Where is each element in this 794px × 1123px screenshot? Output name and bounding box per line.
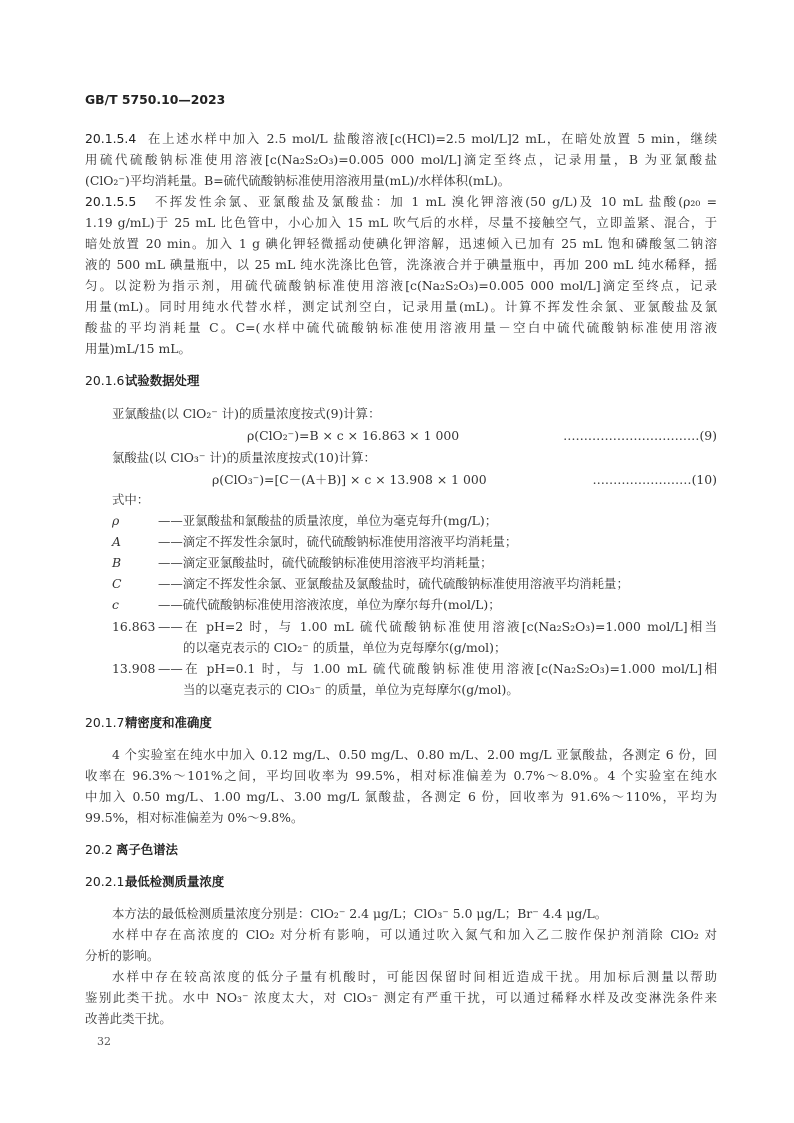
paragraph-line: 酸盐的平均消耗量 C。C=(水样中硫代硫酸钠标准使用溶液用量－空白中硫代硫酸钠标准使用溶液: [85, 320, 717, 335]
symbol-definition: ——硫代硫酸钠标准使用溶液浓度，单位为摩尔每升(mol/L)；: [158, 597, 501, 612]
section-number: 20.1.6: [85, 373, 125, 388]
paragraph-line: 暗处放置 20 min。加入 1 g 碘化钾轻微摇动使碘化钾溶解，迅速倾入已加有 25 mL 饱和磷酸氢二钠溶: [85, 236, 717, 251]
paragraph-line: (ClO₂⁻)平均消耗量。B=硫代硫酸钠标准使用溶液用量(mL)/水样体积(mL)。: [85, 173, 511, 188]
equation-number-9: ……………………………(9): [563, 428, 717, 443]
paragraph-line: 用量(mL)。同时用纯水代替水样，测定试剂空白，记录用量(mL)。计算不挥发性余氯、亚氯酸盐及氯: [85, 299, 717, 314]
formula-9: ρ(ClO₂⁻)=B × c × 16.863 × 1 000: [247, 428, 460, 443]
symbol-definition: ——滴定不挥发性余氯、亚氯酸盐及氯酸盐时，硫代硫酸钠标准使用溶液平均消耗量；: [158, 576, 629, 591]
section-number: 20.1.5.4: [85, 131, 137, 146]
paragraph-line: 分析的影响。: [85, 948, 160, 963]
paragraph-line: 中加入 0.50 mg/L、1.00 mg/L、3.00 mg/L 氯酸盐，各测定 6 份，回收率为 91.6%～110%，平均为: [85, 789, 717, 804]
symbol-definition-cont: 的以毫克表示的 ClO₂⁻ 的质量，单位为克每摩尔(g/mol)；: [183, 640, 507, 655]
section-number: 20.1.5.5: [85, 194, 137, 209]
where-label: 式中：: [112, 492, 150, 507]
section-title: 精密度和准确度: [125, 715, 212, 730]
symbol-definition: ——滴定亚氯酸盐时，硫代硫酸钠标准使用溶液平均消耗量；: [158, 555, 493, 570]
paragraph-line: 匀。以淀粉为指示剂，用硫代硫酸钠标准使用溶液[c(Na₂S₂O₃)=0.005 000 mol/L]滴定至终点，记录: [85, 278, 717, 293]
paragraph-line: 用硫代硫酸钠标准使用溶液[c(Na₂S₂O₃)=0.005 000 mol/L]滴定至终点，记录用量，B 为亚氯酸盐: [85, 152, 717, 167]
paragraph-line: 液的 500 mL 碘量瓶中，以 25 mL 纯水洗涤比色管，洗涤液合并于碘量瓶中，再加 200 mL 纯水稀释，摇: [85, 257, 717, 272]
symbol: C: [112, 576, 122, 591]
section-number: 20.2.1: [85, 874, 125, 889]
section-number: 20.1.7: [85, 715, 125, 730]
symbol-definition: ——在 pH=0.1 时，与 1.00 mL 硫代硫酸钠标准使用溶液[c(Na₂S₂O₃)=1.000 mol/L]相: [158, 661, 717, 676]
section-title: 试验数据处理: [125, 373, 200, 388]
symbol: B: [112, 555, 122, 570]
paragraph-line: 99.5%，相对标准偏差为 0%～9.8%。: [85, 810, 304, 825]
paragraph-line: 收率在 96.3%～101%之间，平均回收率为 99.5%，相对标准偏差为 0.7%～8.0%。4 个实验室在纯水: [85, 768, 717, 783]
section-number: 20.2: [85, 842, 113, 857]
formula-10: ρ(ClO₃⁻)=[C－(A＋B)] × c × 13.908 × 1 000: [212, 472, 487, 487]
paragraph-line: 本方法的最低检测质量浓度分别是：ClO₂⁻ 2.4 μg/L；ClO₃⁻ 5.0 μg/L；Br⁻ 4.4 μg/L。: [112, 906, 608, 921]
symbol: ρ: [112, 513, 120, 528]
symbol-definition: ——亚氯酸盐和氯酸盐的质量浓度，单位为毫克每升(mg/L)；: [158, 513, 498, 528]
paragraph-line: 4 个实验室在纯水中加入 0.12 mg/L、0.50 mg/L、0.80 m/L、2.00 mg/L 亚氯酸盐，各测定 6 份，回: [112, 747, 717, 762]
paragraph-line: 在上述水样中加入 2.5 mol/L 盐酸溶液[c(HCl)=2.5 mol/L]2 mL，在暗处放置 5 min，继续: [148, 131, 717, 146]
paragraph-line: 水样中存在较高浓度的低分子量有机酸时，可能因保留时间相近造成干扰。用加标后测量以帮助: [112, 969, 717, 984]
paragraph-line: 改善此类干扰。: [85, 1011, 172, 1026]
symbol-definition: ——滴定不挥发性余氯时，硫代硫酸钠标准使用溶液平均消耗量；: [158, 534, 518, 549]
equation-number-10: ……………………(10): [592, 472, 717, 487]
paragraph-line: 不挥发性余氯、亚氯酸盐及氯酸盐：加 1 mL 溴化钾溶液(50 g/L)及 10 mL 盐酸(ρ₂₀ =: [155, 194, 717, 209]
section-title: 最低检测质量浓度: [125, 874, 225, 889]
symbol: 16.863: [112, 619, 156, 634]
symbol: c: [112, 597, 119, 612]
paragraph-line: 1.19 g/mL)于 25 mL 比色管中，小心加入 15 mL 吹气后的水样，尽量不接触空气，立即盖紧、混合，于: [85, 215, 717, 230]
document-header: GB/T 5750.10—2023: [85, 92, 226, 107]
page-number: 32: [97, 1035, 111, 1048]
symbol-definition-cont: 当的以毫克表示的 ClO₃⁻ 的质量，单位为克每摩尔(g/mol)。: [183, 682, 519, 697]
symbol: 13.908: [112, 661, 156, 676]
paragraph-line: 水样中存在高浓度的 ClO₂ 对分析有影响，可以通过吹入氮气和加入乙二胺作保护剂消除 ClO₂ 对: [112, 927, 717, 942]
section-title: 离子色谱法: [116, 842, 178, 857]
formula-intro: 氯酸盐(以 ClO₃⁻ 计)的质量浓度按式(10)计算：: [112, 450, 376, 465]
paragraph-line: 用量)mL/15 mL。: [85, 341, 191, 356]
paragraph-line: 鉴别此类干扰。水中 NO₃⁻ 浓度太大，对 ClO₃⁻ 测定有严重干扰，可以通过稀释水样及改变淋洗条件来: [85, 990, 717, 1005]
symbol-definition: ——在 pH=2 时，与 1.00 mL 硫代硫酸钠标准使用溶液[c(Na₂S₂O₃)=1.000 mol/L]相当: [158, 619, 717, 634]
symbol: A: [112, 534, 121, 549]
formula-intro: 亚氯酸盐(以 ClO₂⁻ 计)的质量浓度按式(9)计算：: [112, 406, 381, 421]
